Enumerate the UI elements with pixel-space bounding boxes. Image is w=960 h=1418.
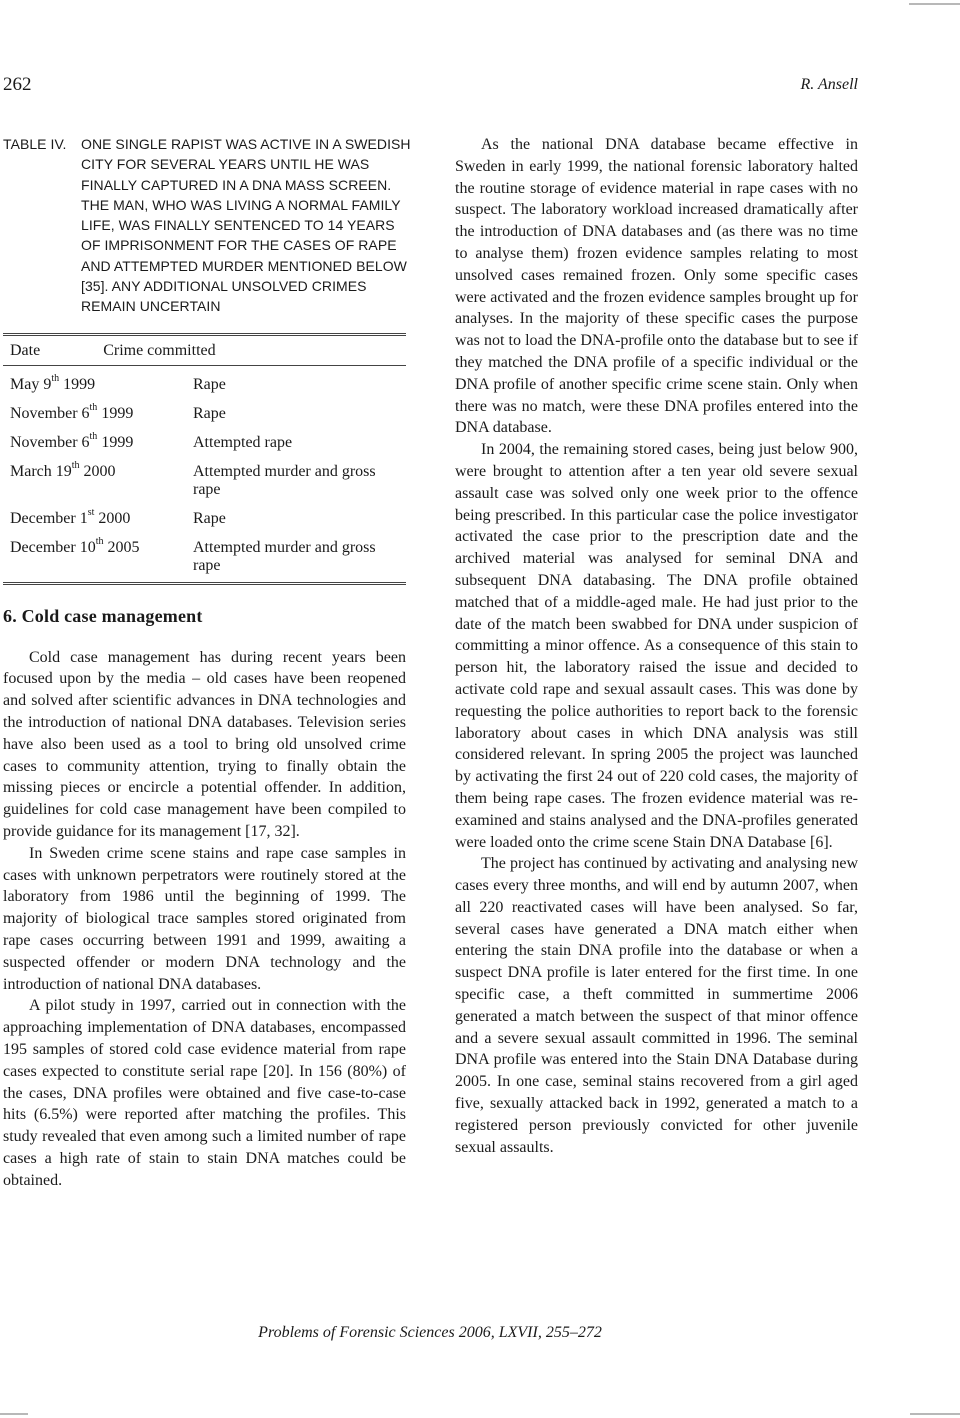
body-paragraph: A pilot study in 1997, carried out in connection with the approaching implementation of DNA databases, encompassed 195 samples of stored cold case evidence material from rape cases expected to constitute serial rape [20]. In 156 (80%) of the cases, DNA profiles were obtained and five case-to-case hits (6.5%) were reported after matching the profiles. This study revealed that even among such a limited number of rape cases a high rate of stain to stain DNA matches could be obtained. (3, 997, 406, 1189)
body-paragraph: The project has continued by activating and analysing new cases every three months, and will end by autumn 2007, when all 220 reactivated cases will have been analysed. So far, several cases have generated a DNA match either when entering the stain DNA profile into the database or when a suspect DNA profile is later entered for the first time. In one specific case, a theft committed in summertime 2006 generated a match between the suspect of that minor offence and a severe sexual assault committed in 1996. The seminal DNA profile was entered into the Stain DNA Database during 2005. In one case, seminal stains recovered from a girl aged five, sexually attacked back in 1992, generated a match to a registered person previously convicted for other juvenile sexual assaults. (455, 855, 858, 1156)
table-row (3, 501, 406, 530)
table-bottom-rule (3, 582, 406, 585)
table-body (3, 366, 406, 582)
table-header-row (3, 336, 406, 365)
crime-table (3, 333, 406, 585)
crime-cell: Rape (193, 509, 226, 527)
date-cell: November 6th 1999 (10, 431, 134, 451)
crop-mark-bottom-right (910, 1413, 960, 1415)
body-paragraph: In 2004, the remaining stored cases, being just below 900, were brought to attention after a ten year old severe sexual assault case was solved only one week prior to the offence being prescribed. In this particular case the police investigator activated the case prior to the prescription date and the archived material was analysed for seminal DNA and subsequent DNA databasing. The DNA profile obtained matched that of a middle-aged male. He had just prior to the date of the match been swabbed for DNA under suspicion of committing a minor offence. As a consequence of this stain to person hit, the laboratory raised the issue and decided to activate cold rape and sexual assault cases. This was done by requesting the police authorities to report back to the forensic laboratory about cases in which DNA analysis was still considered relevant. In spring 2005 the project was launched by activating the first 24 out of 220 cold cases, the majority of them being rape cases. The frozen evidence material was re-examined and stains analysed and the DNA-profiles generated were loaded onto the crime scene Stain DNA Database [6]. (455, 441, 858, 851)
date-cell: December 1st 2000 (10, 507, 131, 527)
left-column (3, 134, 411, 1192)
table-row (3, 530, 406, 582)
table-row (3, 425, 406, 454)
crime-cell: Rape (193, 375, 226, 393)
crop-mark-bottom-left (0, 1413, 28, 1415)
date-cell: May 9th 1999 (10, 373, 96, 393)
running-head: R. Ansell (800, 76, 858, 93)
right-body-text (455, 134, 858, 1158)
body-paragraph: As the national DNA database became effective in Sweden in early 1999, the national forensic laboratory halted the routine storage of evidence material in rape cases with no suspect. The laboratory workload increased dramatically after the introduction of DNA databases and (as there was no time to analyse them) frozen evidence samples relating to most unsolved cases remained frozen. Only some specific cases were activated and the frozen evidence samples brought up for analyses. In the majority of these specific cases the purpose was not to load the DNA-profile onto the database but to see if they matched the DNA profile of a specific individual or the DNA profile of another specific crime scene stain. Only when there was no match, were these DNA profiles entered into the DNA database. (455, 136, 858, 437)
date-cell: December 10th 2005 (10, 536, 140, 556)
right-column (455, 134, 858, 1158)
table-caption (3, 134, 412, 317)
body-paragraph: Cold case management has during recent years been focused upon by the media – old cases have been reopened and solved after scientific advances in DNA technologies and the introduction of national DNA databases. Television series have also been used as a tool to bring old unsolved crime cases to community attention, trying to finally obtain the missing pieces or encircle a potential offender. In addition, guidelines for cold case management have been compiled to provide guidance for its management [17, 32]. (3, 648, 406, 841)
table-caption-text: ONE SINGLE RAPIST WAS ACTIVE IN A SWEDISH CITY FOR SEVERAL YEARS UNTIL HE WAS FINALLY CAPTURED IN A DNA MASS SCREEN. THE MAN, WHO WAS LIVING A NORMAL FAMILY LIFE, WAS FINALLY SENTENCED TO 14 YEARS OF IMPRISONMENT FOR THE CASES OF RAPE AND ATTEMPTED MURDER MENTIONED BELOW [35]. ANY ADDITIONAL UNSOLVED CRIMES REMAIN UNCERTAIN (81, 136, 411, 315)
column-header-crime: Crime committed (103, 341, 216, 359)
left-body-text (3, 647, 406, 1192)
crop-mark-top-right (909, 3, 960, 5)
date-cell: November 6th 1999 (10, 402, 134, 422)
section-title: 6. Cold case management (3, 605, 203, 626)
crime-cell: Rape (193, 404, 226, 422)
column-header-date: Date (10, 341, 41, 359)
table-row (3, 366, 406, 396)
table-row (3, 454, 406, 501)
body-paragraph: In Sweden crime scene stains and rape case samples in cases with unknown perpetrators were routinely stored at the laboratory from 1986 until the beginning of 1999. The majority of biological trace samples stored originated from rape cases occurring between 1991 and 1999, awaiting a suspected offender or modern DNA technology and the introduction of national DNA databases. (3, 844, 406, 993)
journal-footer: Problems of Forensic Sciences 2006, LXVII, 255–272 (258, 1324, 602, 1341)
crime-cell: Attempted murder and gross rape (193, 538, 376, 574)
page-number: 262 (3, 74, 32, 95)
table-row (3, 396, 406, 425)
crime-cell: Attempted murder and gross rape (193, 462, 376, 498)
table-label: TABLE IV. (3, 136, 67, 152)
crime-cell: Attempted rape (193, 433, 293, 451)
date-cell: March 19th 2000 (10, 460, 116, 480)
